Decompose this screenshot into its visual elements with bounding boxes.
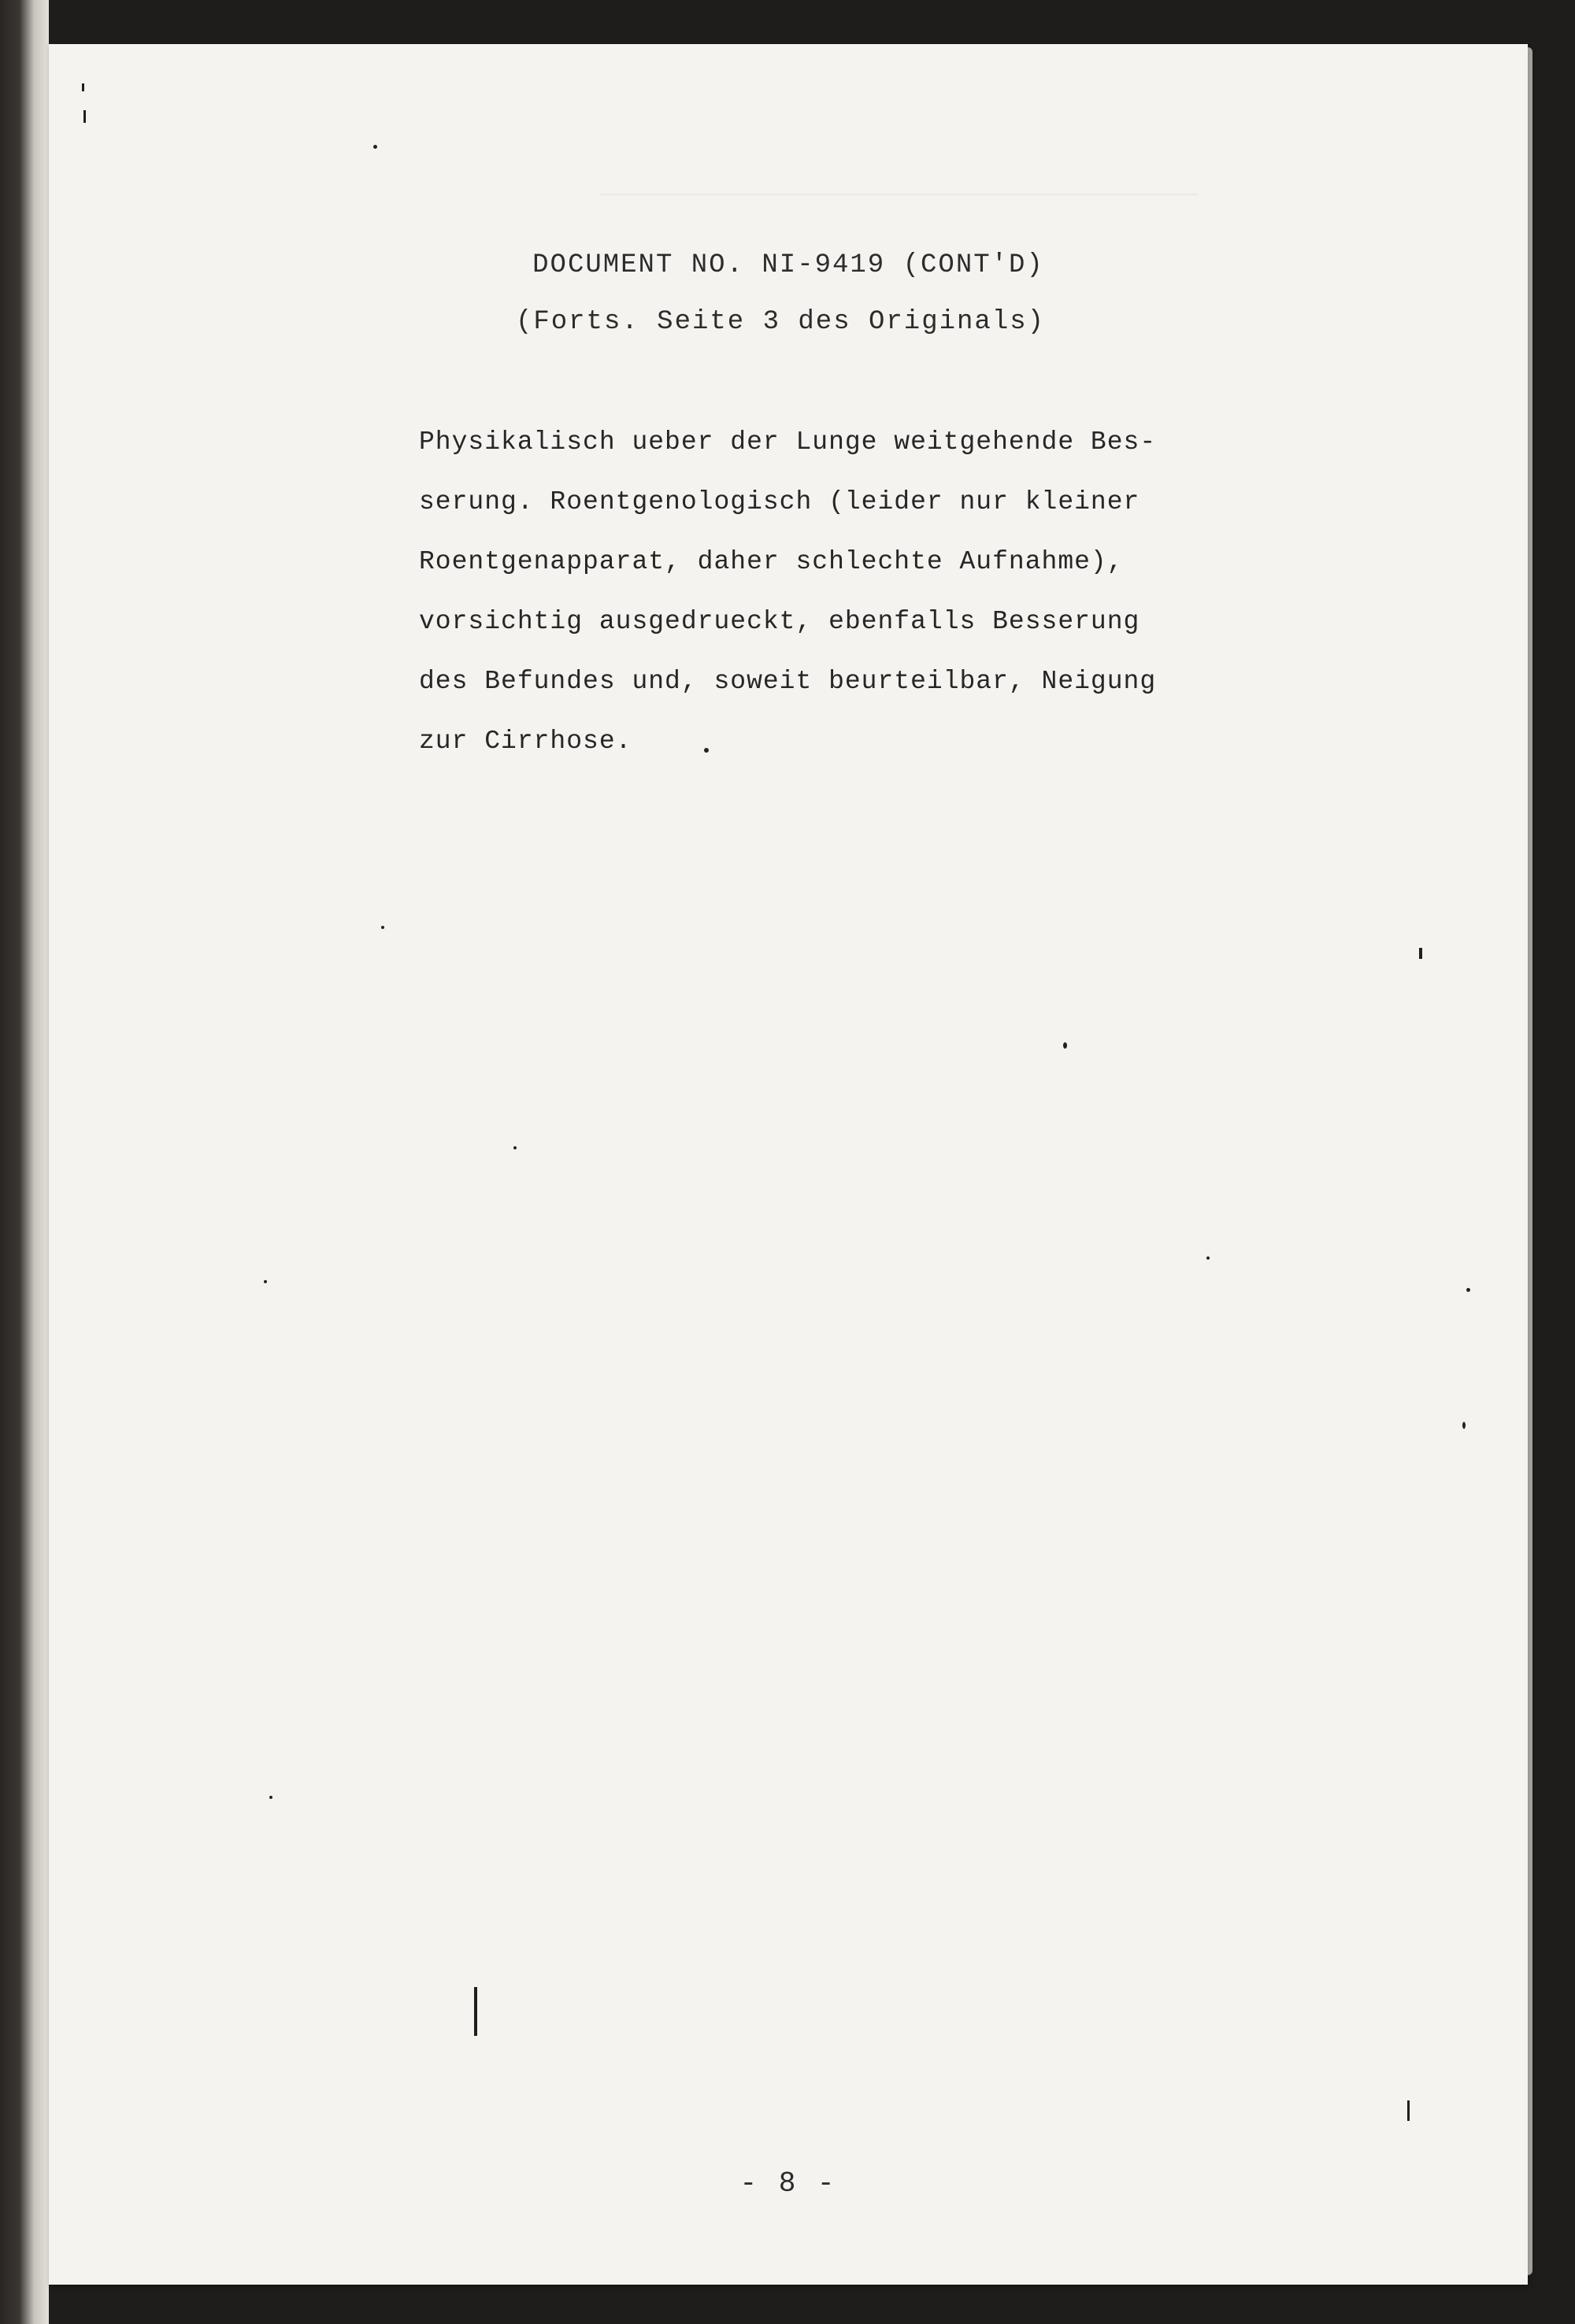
page-number: - 8 -	[739, 2167, 837, 2200]
binding-edge	[0, 0, 49, 2324]
body-line: des Befundes und, soweit beurteilbar, Neigung	[419, 667, 1157, 696]
margin-tick	[474, 1987, 477, 2036]
margin-tick	[82, 83, 84, 91]
body-line: zur Cirrhose.	[419, 727, 632, 756]
ink-speck	[1063, 1042, 1067, 1049]
ink-speck	[1462, 1422, 1466, 1429]
body-text	[419, 413, 1309, 772]
ink-speck	[513, 1146, 517, 1149]
ink-speck	[381, 926, 384, 929]
document-subheading: (Forts. Seite 3 des Originals)	[515, 307, 1046, 337]
ink-speck	[269, 1796, 272, 1799]
body-line: vorsichtig ausgedrueckt, ebenfalls Besserung	[419, 607, 1140, 636]
ink-speck	[1466, 1288, 1470, 1292]
margin-tick	[1419, 948, 1422, 959]
margin-tick	[83, 110, 86, 123]
body-line: Physikalisch ueber der Lunge weitgehende Bes-	[419, 427, 1157, 457]
ink-speck	[373, 145, 377, 149]
ink-speck	[1206, 1256, 1210, 1260]
margin-tick	[1407, 2100, 1410, 2121]
ink-speck	[704, 748, 709, 753]
document-page	[49, 44, 1528, 2285]
body-line: Roentgenapparat, daher schlechte Aufnahme),	[419, 547, 1124, 576]
body-line: serung. Roentgenologisch (leider nur kleiner	[419, 487, 1140, 516]
document-number-heading: DOCUMENT NO. NI-9419 (CONT'D)	[532, 250, 1044, 280]
ink-speck	[264, 1280, 267, 1283]
